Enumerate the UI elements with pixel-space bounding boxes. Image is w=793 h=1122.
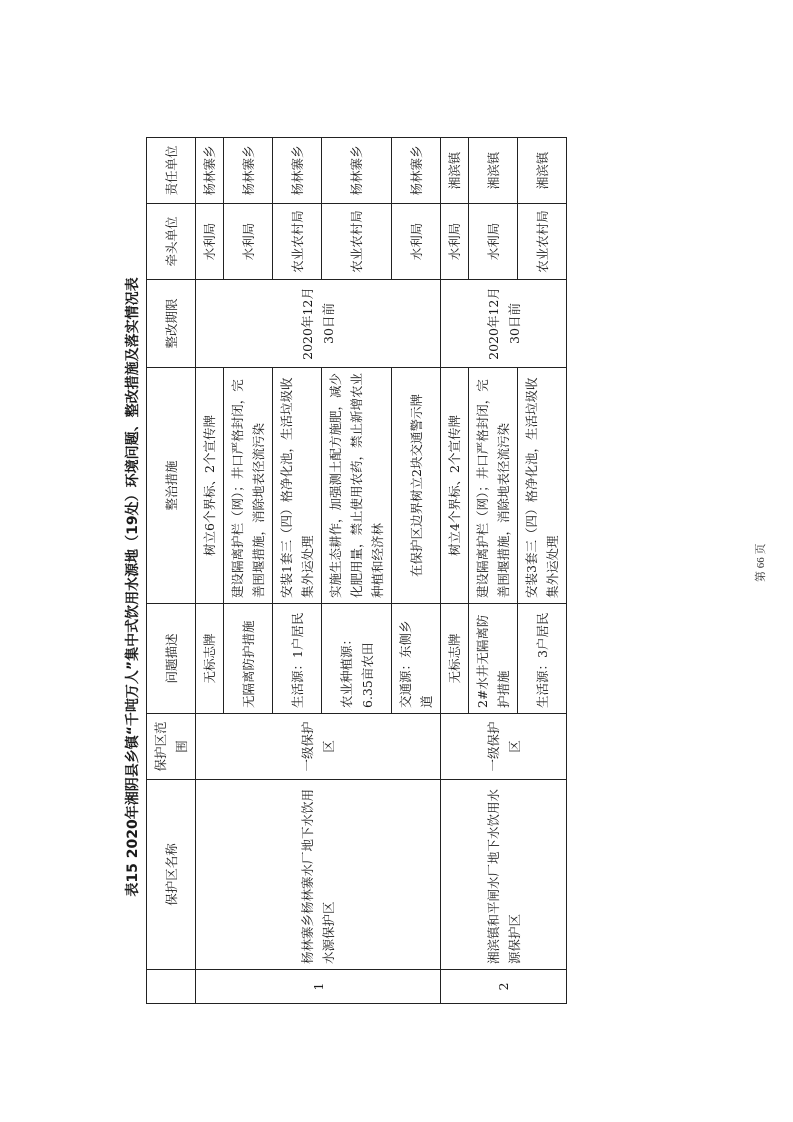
problem-cell: 无标志牌: [441, 604, 469, 714]
table-row: [441, 138, 469, 1004]
problem-cell: 2#水井无隔离防护措施: [469, 604, 518, 714]
problem-cell: 无标志牌: [196, 604, 224, 714]
header-scope: 保护区范围: [147, 714, 196, 780]
header-area-name: 保护区名称: [147, 780, 196, 970]
site-scope: 一级保护区: [441, 714, 567, 780]
responsible-cell: 杨林寨乡: [392, 138, 441, 204]
measure-cell: 建设隔离护栏（网）；井口严格封闭，完善围堰措施，消除地表径流污染: [224, 368, 273, 604]
problem-cell: 生活源：1户居民: [273, 604, 322, 714]
problem-cell: 生活源：3户居民: [518, 604, 567, 714]
responsible-cell: 杨林寨乡: [196, 138, 224, 204]
header-responsible: 责任单位: [147, 138, 196, 204]
measure-cell: 在保护区边界树立2块交通警示牌: [392, 368, 441, 604]
lead-cell: 水利局: [441, 204, 469, 280]
problem-cell: 交通源：东侧乡道: [392, 604, 441, 714]
lead-cell: 农业农村局: [518, 204, 567, 280]
rectification-table: [146, 137, 567, 1004]
measure-cell: 安装1套三（四）格净化池，生活垃圾收集外运处理: [273, 368, 322, 604]
responsible-cell: 湘滨镇: [469, 138, 518, 204]
responsible-cell: 杨林寨乡: [224, 138, 273, 204]
site-index: 1: [196, 970, 441, 1004]
site-scope: 一级保护区: [196, 714, 441, 780]
lead-cell: 水利局: [224, 204, 273, 280]
table-title: 表15 2020年湘阴县乡镇“千吨万人”集中式饮用水源地（19处）环境问题、整改措施及落实情况表: [125, 277, 141, 897]
problem-cell: 农业种植源：6.35亩农田: [322, 604, 392, 714]
lead-cell: 农业农村局: [322, 204, 392, 280]
lead-cell: 水利局: [196, 204, 224, 280]
deadline-cell: 2020年12月30日前: [441, 280, 567, 368]
site-area-name: 杨林寨乡杨林寨水厂地下水饮用水源保护区: [196, 780, 441, 970]
measure-cell: 树立6个界标、2个宣传牌: [196, 368, 224, 604]
responsible-cell: 杨林寨乡: [322, 138, 392, 204]
header-index: [147, 970, 196, 1004]
responsible-cell: 杨林寨乡: [273, 138, 322, 204]
site-index: 2: [441, 970, 567, 1004]
measure-cell: 树立4个界标、2个宣传牌: [441, 368, 469, 604]
problem-cell: 无隔离防护措施: [224, 604, 273, 714]
measure-cell: 实施生态耕作，加强测土配方施肥，减少化肥用量，禁止使用农药，禁止新增农业种植和经济林: [322, 368, 392, 604]
table-row: [196, 138, 224, 1004]
header-lead: 牵头单位: [147, 204, 196, 280]
header-deadline: 整改期限: [147, 280, 196, 368]
lead-cell: 水利局: [469, 204, 518, 280]
responsible-cell: 湘滨镇: [518, 138, 567, 204]
lead-cell: 水利局: [392, 204, 441, 280]
site-area-name: 湘滨镇和平闸水厂地下水饮用水源保护区: [441, 780, 567, 970]
header-problem: 问题描述: [147, 604, 196, 714]
page-number: 第 66 页: [755, 543, 767, 582]
responsible-cell: 湘滨镇: [441, 138, 469, 204]
header-measure: 整治措施: [147, 368, 196, 604]
measure-cell: 建设隔离护栏（网）；井口严格封闭，完善围堰措施，消除地表径流污染: [469, 368, 518, 604]
measure-cell: 安装3套三（四）格净化池，生活垃圾收集外运处理: [518, 368, 567, 604]
lead-cell: 农业农村局: [273, 204, 322, 280]
deadline-cell: 2020年12月30日前: [196, 280, 441, 368]
header-row: [147, 138, 196, 1004]
